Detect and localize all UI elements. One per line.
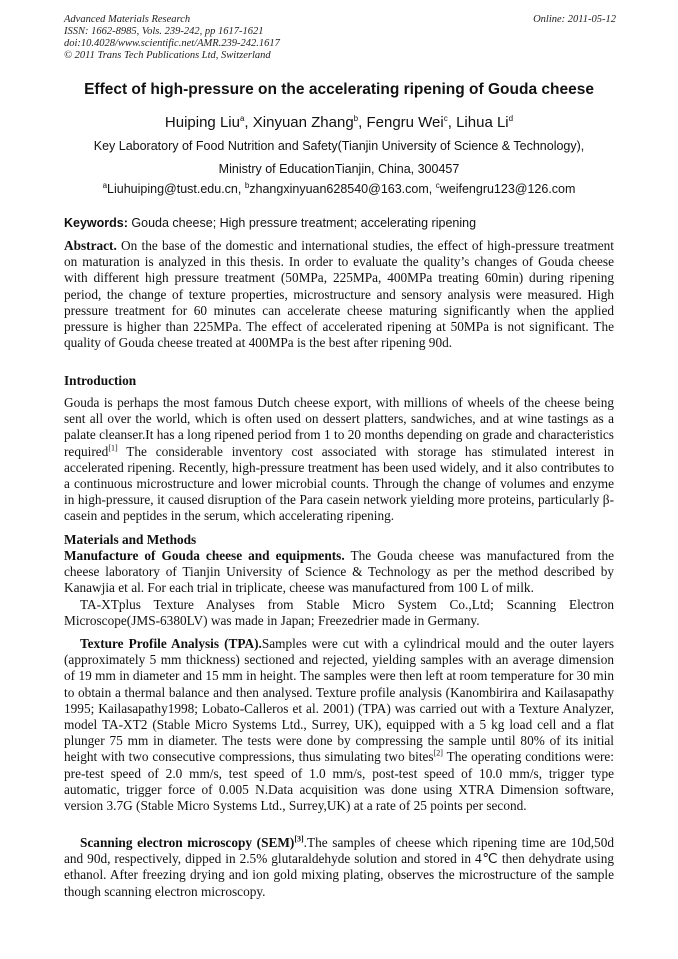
sem-paragraph xyxy=(64,835,614,900)
copyright-line: © 2011 Trans Tech Publications Ltd, Switzerland xyxy=(64,50,271,61)
affiliation-line-2: Ministry of EducationTianjin, China, 300457 xyxy=(218,162,460,176)
abstract-label: Abstract. xyxy=(64,238,117,253)
tpa-paragraph xyxy=(64,636,614,814)
equipment-paragraph: TA-XTplus Texture Analyses from Stable Micro System Co.,Ltd; Scanning Electron Microscope(JMS-6380LV) was made in Japan; Freezedrier made in Germany. xyxy=(64,597,614,629)
intro-text-part-2: The considerable inventory cost associated with storage has stimulated interest in accelerated ripening. Recently, high-pressure treatment has been used widely, and it also contributes to a continuous microstructure and lower microbial counts. Through the change of volumes and enzyme in high-pressure, it caused disruption of the Para casein network yielding more proteins, particularly β-casein and peptides in the serum, which accelerating ripening. xyxy=(64,443,614,524)
methods-heading: Materials and Methods xyxy=(64,532,197,547)
tpa-text-part-2: The operating conditions were: pre-test speed of 2.0 mm/s, test speed of 1.0 mm/s, post-test speed of 10.0 mm/s, trigger type automatic, trigger force of 0.005 N.Data acquisition was done using XTRA Dimension software, version 3.7G (Stable Micro Systems Ltd., Surrey,UK) at a rate of 25 points per second. xyxy=(64,749,615,814)
author-name: Huiping Liu xyxy=(164,114,240,131)
keywords-text: Gouda cheese; High pressure treatment; accelerating ripening xyxy=(131,216,477,230)
author-sup: d xyxy=(508,114,514,123)
issn-line: ISSN: 1662-8985, Vols. 239-242, pp 1617-1621 xyxy=(64,26,264,37)
email-sup: a xyxy=(102,180,108,190)
author-sup: b xyxy=(353,114,359,123)
abstract-paragraph xyxy=(64,238,614,351)
author-list: Huiping Liu$^a$, Xinyuan Zhang$^b$, Fengru Wei$^c$, Lihua Li$^d$ xyxy=(164,114,514,131)
sem-text: .The samples of cheese which ripening time are 10d,50d and 90d, respectively, dipped in 2.5% glutaraldehyde solution and stored in 4℃ then dehydrate using ethanol. After freezing drying and ion gold mixing plating, observes the microstructure of the sample though scanning electron microscopy. xyxy=(64,835,614,899)
citation-ref: [3] xyxy=(294,834,304,844)
email-address[interactable]: zhangxinyuan628540@163.com xyxy=(249,182,429,196)
author-name: Lihua Li xyxy=(456,114,509,131)
doi-line: doi:10.4028/www.scientific.net/AMR.239-242.1617 xyxy=(64,38,280,49)
tpa-label: Texture Profile Analysis (TPA). xyxy=(80,636,262,651)
journal-name: Advanced Materials Research xyxy=(64,14,191,25)
author-name: Fengru Wei xyxy=(366,114,444,131)
citation-ref: [1] xyxy=(108,443,118,453)
manufacture-label: Manufacture of Gouda cheese and equipments. xyxy=(64,548,345,563)
paper-title: Effect of high-pressure on the accelerating ripening of Gouda cheese xyxy=(84,81,594,98)
manufacture-text: The Gouda cheese was manufactured from the cheese laboratory of Tianjin University of Science & Technology as per the method described by Kanawjia et al. For each trial in triplicate, cheese was manufactured from 100 L of milk. xyxy=(64,548,614,596)
introduction-heading: Introduction xyxy=(64,373,137,388)
email-sup: b xyxy=(244,180,250,190)
introduction-paragraph xyxy=(64,395,614,525)
author-sup: c xyxy=(443,114,448,123)
citation-ref: [2] xyxy=(433,749,443,758)
affiliation-line-1: Key Laboratory of Food Nutrition and Safety(Tianjin University of Science & Technology), xyxy=(93,139,585,153)
keywords-label: Keywords: xyxy=(64,216,128,230)
sem-label: Scanning electron microscopy (SEM) xyxy=(80,835,295,850)
journal-header xyxy=(64,14,616,62)
author-name: Xinyuan Zhang xyxy=(252,114,354,131)
manufacture-paragraph xyxy=(64,548,614,597)
email-line: $^a$Liuhuiping@tust.edu.cn, $^b$zhangxinyuan628540@163.com, $^c$weifengru123@126.com xyxy=(102,180,576,196)
email-sup: c xyxy=(435,180,440,190)
intro-text-part-1: Gouda is perhaps the most famous Dutch cheese export, with millions of wheels of the cheese being sent all over the world, which is often used on dessert platters, sandwiches, and at wine tastings as a palate cleanser.It has a long ripened period from 1 to 20 months depending on grade and characteristics required xyxy=(64,395,614,459)
abstract-text: On the base of the domestic and international studies, the effect of high-pressure treatment on maturation is analyzed in this thesis. In order to evaluate the quality’s changes of Gouda cheese with different high pressure treatment (50MPa, 225MPa, 400MPa treating 60min) during ripening period, the change of texture properties, microstructure and sensory analysis were measured. High pressure treatment for 60 minutes can accelerate cheese maturing significantly when the applied pressure is higher than 225MPa. The effect of accelerated ripening at 50MPa is not significant. The quality of Gouda cheese treated at 400MPa is the best after ripening 90d. xyxy=(64,238,614,351)
email-address[interactable]: weifengru123@126.com xyxy=(439,182,576,196)
tpa-text-part-1: Samples were cut with a cylindrical mould and the outer layers (approximately 5 mm thickness) sectioned and rejected, yielding samples with an average dimension of 19 mm in diameter and 15 mm in height. The samples were then left at room temperature for 30 min to obtain a thermal balance and then analysed. Texture profile analysis (Kanombirira and Kailasapathy 1995; Kailasapathy1998; Lobato-Calleros et al. 2001) (TPA) was carried out with a Texture Analyzer, model TA-XT2 (Stable Micro Systems Ltd., Surrey, UK), equipped with a 5 kg load cell and a flat plunger 75 mm in diameter. The tests were done by compressing the sample until 80% of its initial height with two consecutive compressions, thus simulating two bites xyxy=(64,636,614,765)
email-address[interactable]: Liuhuiping@tust.edu.cn xyxy=(107,182,238,196)
keywords-line xyxy=(64,216,476,230)
author-sup: a xyxy=(239,114,245,123)
online-date: Online: 2011-05-12 xyxy=(533,14,616,25)
